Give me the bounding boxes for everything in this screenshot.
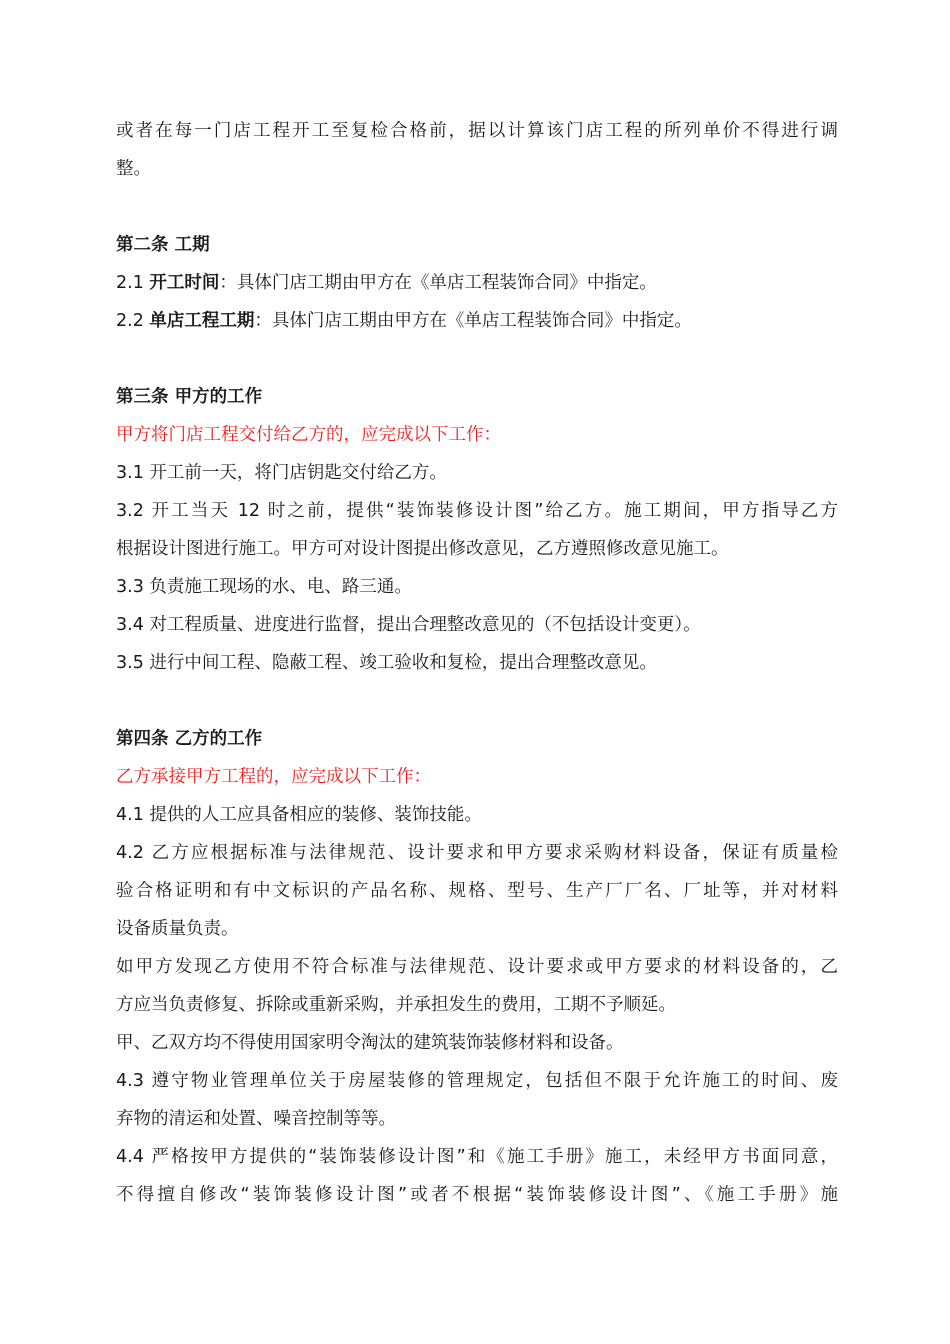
item-term: 单店工程工期	[149, 311, 255, 331]
document-page	[116, 112, 838, 1214]
article-3-line: 3.1 开工前一天，将门店钥匙交付给乙方。	[116, 463, 447, 483]
article-4-line: 方应当负责修复、拆除或重新采购，并承担发生的费用，工期不予顺延。	[116, 995, 676, 1015]
article-4-line: 4.2 乙方应根据标准与法律规范、设计要求和甲方要求采购材料设备，保证有质量检	[116, 843, 838, 863]
article-4-line: 验合格证明和有中文标识的产品名称、规格、型号、生产厂厂名、厂址等，并对材料	[116, 881, 838, 901]
article-3-line: 3.3 负责施工现场的水、电、路三通。	[116, 577, 412, 597]
article-4-line: 4.3 遵守物业管理单位关于房屋装修的管理规定，包括但不限于允许施工的时间、废	[116, 1071, 838, 1091]
article-4-line: 4.4 严格按甲方提供的“装饰装修设计图”和《施工手册》施工，未经甲方书面同意，	[116, 1147, 838, 1167]
article-3-line: 3.2 开工当天 12 时之前，提供“装饰装修设计图”给乙方。施工期间，甲方指导乙方	[116, 501, 838, 521]
article-4-line: 甲、乙双方均不得使用国家明令淘汰的建筑装饰装修材料和设备。	[116, 1033, 624, 1053]
article-4-line: 4.1 提供的人工应具备相应的装修、装饰技能。	[116, 805, 482, 825]
spacer	[116, 682, 838, 720]
article-4-line: 不得擅自修改“装饰装修设计图”或者不根据“装饰装修设计图”、《施工手册》施	[116, 1185, 838, 1205]
item-text: ：具体门店工期由甲方在《单店工程装饰合同》中指定。	[254, 311, 692, 331]
intro-line-2: 整。	[116, 159, 151, 179]
item-number: 2.1	[116, 273, 150, 293]
article-4-line: 如甲方发现乙方使用不符合标准与法律规范、设计要求或甲方要求的材料设备的，乙	[116, 957, 838, 977]
article-3-heading: 第三条 甲方的工作	[116, 387, 263, 407]
intro-line-1: 或者在每一门店工程开工至复检合格前，据以计算该门店工程的所列单价不得进行调	[116, 121, 838, 141]
article-3-line: 根据设计图进行施工。甲方可对设计图提出修改意见，乙方遵照修改意见施工。	[116, 539, 729, 559]
article-2-item-1	[116, 264, 838, 302]
article-4-line: 设备质量负责。	[116, 919, 239, 939]
article-2-heading: 第二条 工期	[116, 235, 210, 255]
article-4-lead: 乙方承接甲方工程的，应完成以下工作：	[116, 767, 431, 787]
article-4-line: 弃物的清运和处置、噪音控制等等。	[116, 1109, 396, 1129]
spacer	[116, 188, 838, 226]
article-2-item-2	[116, 302, 838, 340]
article-3-line: 3.4 对工程质量、进度进行监督，提出合理整改意见的（不包括设计变更）。	[116, 615, 701, 635]
article-3-lead: 甲方将门店工程交付给乙方的，应完成以下工作：	[116, 425, 501, 445]
article-4-heading: 第四条 乙方的工作	[116, 729, 263, 749]
item-number: 2.2	[116, 311, 150, 331]
spacer	[116, 340, 838, 378]
article-3-line: 3.5 进行中间工程、隐蔽工程、竣工验收和复检，提出合理整改意见。	[116, 653, 657, 673]
item-text: ：具体门店工期由甲方在《单店工程装饰合同》中指定。	[219, 273, 657, 293]
item-term: 开工时间	[149, 273, 220, 293]
